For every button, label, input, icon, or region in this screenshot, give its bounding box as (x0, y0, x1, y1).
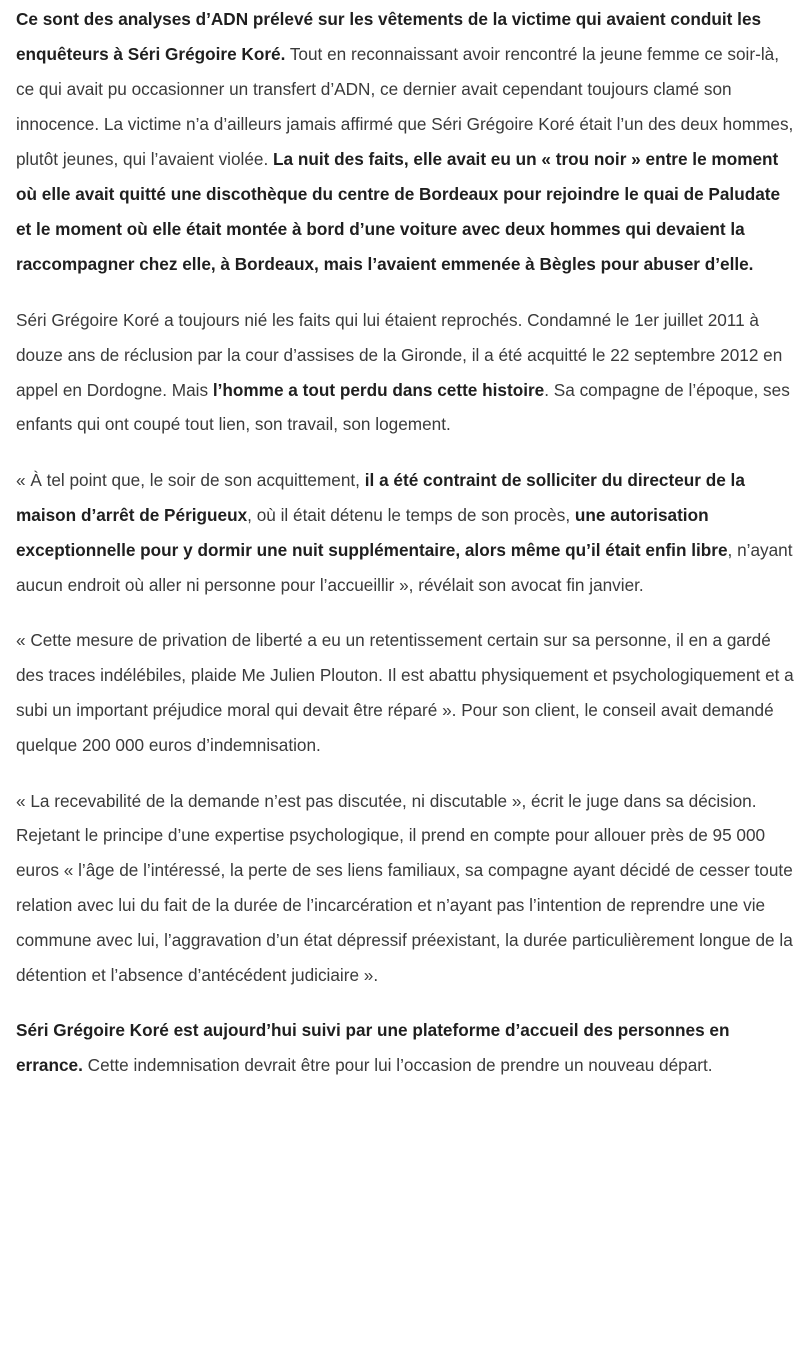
paragraph-text: « À tel point que, le soir de son acquittement, (16, 470, 365, 491)
paragraph-text: . Sa compagne de l’époque, ses enfants qui ont coupé tout lien, son travail, son logement. (16, 379, 790, 435)
paragraph-text: , n’ayant aucun endroit où aller ni personne pour l’accueillir », révélait son avocat fin janvier. (16, 539, 793, 595)
paragraph-bold-text: La nuit des faits, elle avait eu un « trou noir » entre le moment où elle avait quitté une discothèque du centre de Bordeaux pour rejoindre le quai de Paludate et le moment où elle était montée à bord d’une voiture avec deux hommes qui devaient la raccompagner chez elle, à Bordeaux, mais l’avaient emmenée à Bègles pour abuser d’elle. (16, 149, 781, 274)
paragraph-judge-decision (16, 784, 794, 993)
paragraph-dna-analysis (16, 2, 794, 282)
paragraph-text: Cette indemnisation devrait être pour lui l’occasion de prendre un nouveau départ. (82, 1055, 713, 1076)
paragraph-denial (16, 303, 794, 442)
paragraph-bold-text: Séri Grégoire Koré est aujourd’hui suivi par une plateforme d’accueil des personnes en errance. (16, 1020, 730, 1076)
paragraph-text: « La recevabilité de la demande n’est pas discutée, ni discutable », écrit le juge dans sa décision. Rejetant le principe d’une expertise psychologique, il prend en compte pour allouer près de 95 000 euros « l’âge de l’intéressé, la perte de ses liens familiaux, sa compagne ayant décidé de cesser toute relation avec lui du fait de la durée de l’incarcération et n’ayant pas l’intention de reprendre une vie commune avec lui, l’aggravation d’un état dépressif préexistant, la durée particulièrement longue de la détention et l’absence d’antécédent judiciaire ». (16, 790, 793, 985)
paragraph-bold-text: l’homme a tout perdu dans cette histoire (212, 379, 545, 400)
paragraph-text: , où il était détenu le temps de son procès, (247, 504, 575, 525)
paragraph-lawyer-quote (16, 623, 794, 762)
paragraph-text: Séri Grégoire Koré a toujours nié les faits qui lui étaient reprochés. Condamné le 1er juillet 2011 à douze ans de réclusion par la cour d’assises de la Gironde, il a été acquitté le 22 septembre 2012 en appel en Dordogne. Mais (16, 310, 783, 400)
paragraph-text: « Cette mesure de privation de liberté a eu un retentissement certain sur sa personne, il en a gardé des traces indélébiles, plaide Me Julien Plouton. Il est abattu physiquement et psychologiquement et a subi un important préjudice moral qui devait être réparé ». Pour son client, le conseil avait demandé quelque 200 000 euros d’indemnisation. (16, 630, 794, 755)
paragraph-bold-text: Ce sont des analyses d’ADN prélevé sur les vêtements de la victime qui avaient conduit les enquêteurs à Séri Grégoire Koré. (16, 9, 762, 64)
paragraph-conclusion (16, 1013, 794, 1083)
paragraph-bold-text: il a été contraint de solliciter du directeur de la maison d’arrêt de Périgueux (16, 470, 745, 525)
paragraph-bold-text: une autorisation exceptionnelle pour y dormir une nuit supplémentaire, alors même qu’il était enfin libre (16, 504, 728, 560)
paragraph-acquittal-night (16, 463, 794, 602)
paragraph-text: Tout en reconnaissant avoir rencontré la jeune femme ce soir-là, ce qui avait pu occasionner un transfert d’ADN, ce dernier avait cependant toujours clamé son innocence. La victime n’a d’ailleurs jamais affirmé que Séri Grégoire Koré était l’un des deux hommes, plutôt jeunes, qui l’avaient violée. (16, 44, 794, 169)
